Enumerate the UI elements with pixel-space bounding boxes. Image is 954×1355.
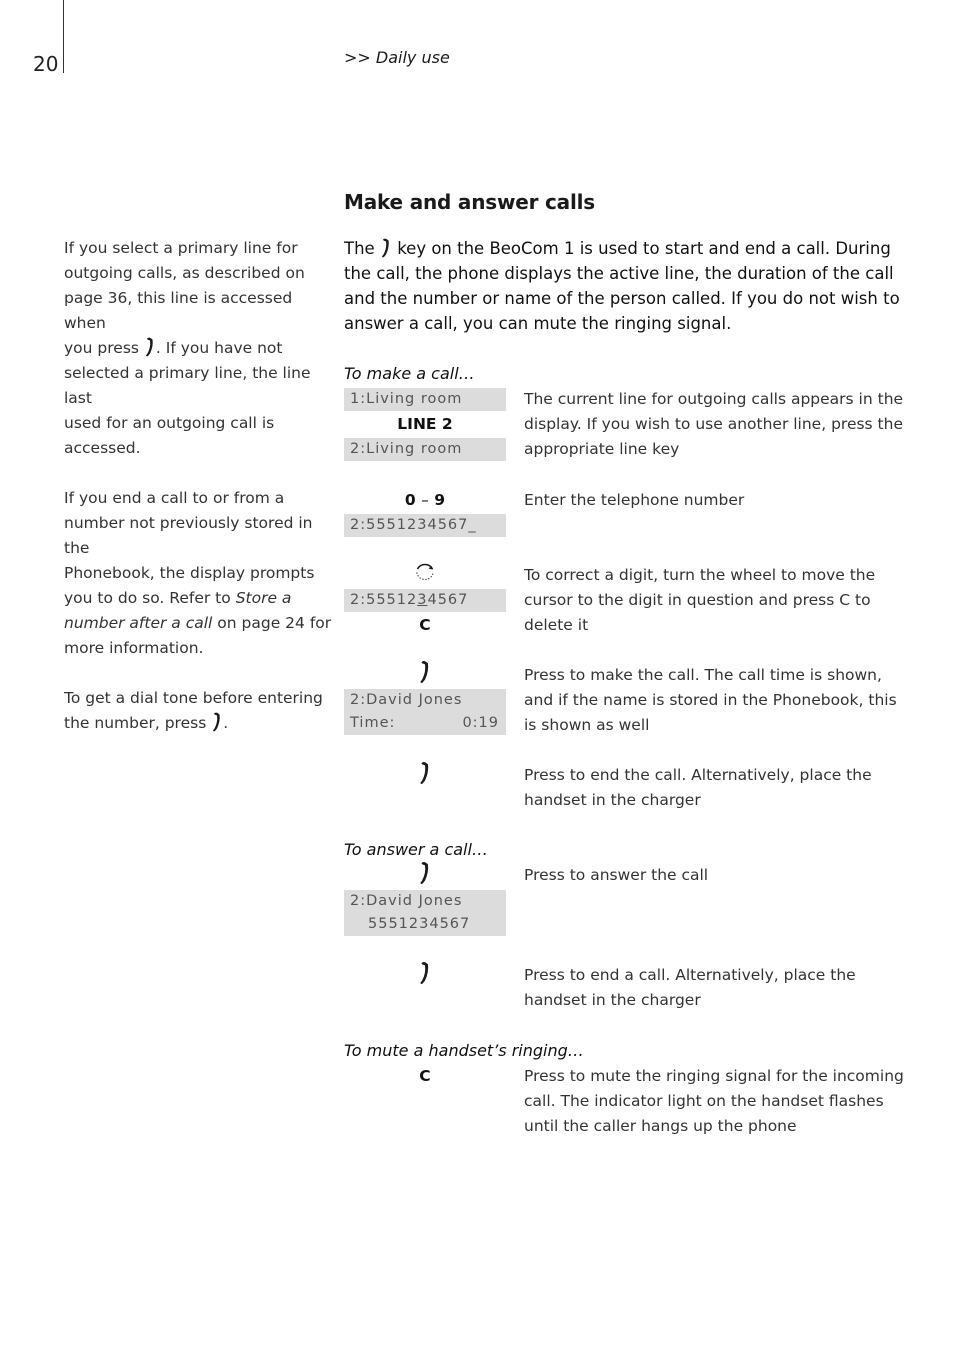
display-caller-number: 5551234567 [368, 916, 471, 932]
handset-icon-graphic [418, 860, 432, 886]
step-correct-digit [524, 563, 904, 638]
step-line: Press to mute the ringing signal for the incoming [524, 1067, 904, 1085]
display-digits: 2:55512 [350, 592, 418, 608]
handset-icon [413, 960, 437, 990]
step-line: call. The indicator light on the handset flashes [524, 1092, 884, 1110]
step-line: and if the name is stored in the Phonebook, this [524, 691, 897, 709]
note-text: the number, press [64, 714, 207, 732]
wheel-icon [413, 560, 437, 588]
display-number-entry: 2:5551234567_ [344, 514, 506, 537]
step-mute-ringing [524, 1064, 904, 1139]
display-cursor-edit [344, 589, 506, 612]
display-current-line: 1:Living room [344, 388, 506, 411]
running-head-text: Daily use [375, 48, 450, 67]
step-line: cursor to the digit in question and press C to [524, 591, 871, 609]
note-line: Phonebook, the display prompts [64, 564, 315, 582]
running-head [344, 48, 450, 68]
sidebar-notes [64, 236, 332, 761]
digit-key-from: 0 [404, 491, 416, 509]
note-text: you to do so. Refer to [64, 589, 231, 607]
display-caller-name: 2:David Jones [350, 692, 463, 708]
step-select-line [524, 387, 904, 462]
step-line: The current line for outgoing calls appears in the [524, 390, 904, 408]
step-line: Press to end the call. Alternatively, place the [524, 766, 872, 784]
section-heading: Make and answer calls [344, 190, 595, 214]
display-caller-name: 2:David Jones [350, 893, 463, 909]
handset-icon-graphic [418, 960, 432, 986]
intro-text: The [344, 239, 375, 258]
step-line: handset in the charger [524, 991, 701, 1009]
intro-line [344, 236, 904, 261]
page-number: 20 [33, 52, 59, 76]
c-key: C [419, 1067, 431, 1085]
step-enter-number [524, 488, 904, 513]
step-end-call [524, 763, 904, 813]
intro-text: key on the BeoCom 1 is used to start and end a call. During [397, 239, 891, 258]
intro-line: and the number or name of the person called. If you do not wish to [344, 289, 900, 308]
note-line: To get a dial tone before entering [64, 689, 323, 707]
step-line: handset in the charger [524, 791, 701, 809]
step-line: appropriate line key [524, 440, 680, 458]
handset-icon [211, 711, 223, 733]
note-store-number [64, 486, 332, 661]
display-selected-line: 2:Living room [344, 438, 506, 461]
note-text: . [223, 714, 229, 732]
step-end-answered-call [524, 963, 904, 1013]
step-make-call [524, 663, 904, 738]
handset-icon [144, 336, 156, 358]
step-line: To correct a digit, turn the wheel to move the [524, 566, 876, 584]
note-dial-tone [64, 686, 332, 736]
handset-icon-graphic [418, 659, 432, 685]
note-line [64, 336, 332, 361]
note-line [64, 611, 332, 636]
display-call-in-progress [344, 689, 506, 735]
page-rule [63, 0, 64, 73]
step-line: display. If you wish to use another line, press the [524, 415, 903, 433]
handset-icon [413, 760, 437, 790]
digit-keys [344, 489, 506, 511]
note-line: outgoing calls, as described on [64, 264, 305, 282]
answer-call-title: To answer a call… [344, 840, 488, 859]
note-line [64, 711, 332, 736]
note-text: . If you have not [155, 339, 283, 357]
intro-paragraph [344, 236, 904, 336]
display-time-label: Time: [350, 715, 396, 731]
note-text: on page 24 for [217, 614, 332, 632]
display-time-value: 0:19 [462, 715, 499, 731]
c-key: C [419, 616, 431, 634]
handset-icon [413, 860, 437, 890]
mute-ringing-title: To mute a handset’s ringing… [344, 1041, 584, 1060]
intro-line: answer a call, you can mute the ringing signal. [344, 314, 732, 333]
note-line: If you end a call to or from a [64, 489, 285, 507]
note-line: page 36, this line is accessed when [64, 289, 293, 332]
note-line: number not previously stored in the [64, 514, 313, 557]
note-line: If you select a primary line for [64, 239, 298, 257]
handset-icon [413, 659, 437, 689]
note-line: more information. [64, 639, 204, 657]
step-line: Enter the telephone number [524, 491, 745, 509]
reference-link-text: Store a [235, 589, 292, 607]
reference-link-text: number after a call [64, 614, 213, 632]
note-primary-line [64, 236, 332, 461]
display-cursor-digit: 3 [417, 592, 428, 608]
display-digits: 4567 [427, 592, 469, 608]
make-call-title: To make a call… [344, 364, 475, 383]
digit-key-range-dash: – [421, 491, 429, 509]
step-line: delete it [524, 616, 589, 634]
handset-icon-graphic [418, 760, 432, 786]
note-line: used for an outgoing call is [64, 414, 275, 432]
note-line: selected a primary line, the line last [64, 364, 311, 407]
display-incoming-call [344, 890, 506, 936]
note-text: you press [64, 339, 139, 357]
line-2-key: LINE 2 [397, 415, 453, 433]
step-line: Press to end a call. Alternatively, place the [524, 966, 856, 984]
handset-icon [380, 237, 392, 259]
intro-line: the call, the phone displays the active line, the duration of the call [344, 264, 894, 283]
digit-key-to: 9 [434, 491, 446, 509]
wheel-icon-graphic [413, 560, 437, 584]
step-line: Press to make the call. The call time is shown, [524, 666, 882, 684]
note-line [64, 586, 332, 611]
step-line: Press to answer the call [524, 866, 709, 884]
note-line: accessed. [64, 439, 141, 457]
display-call-time [350, 712, 506, 735]
step-line: until the caller hangs up the phone [524, 1117, 797, 1135]
running-head-prefix: >> [344, 48, 371, 67]
step-line: is shown as well [524, 716, 650, 734]
step-answer-call [524, 863, 904, 888]
